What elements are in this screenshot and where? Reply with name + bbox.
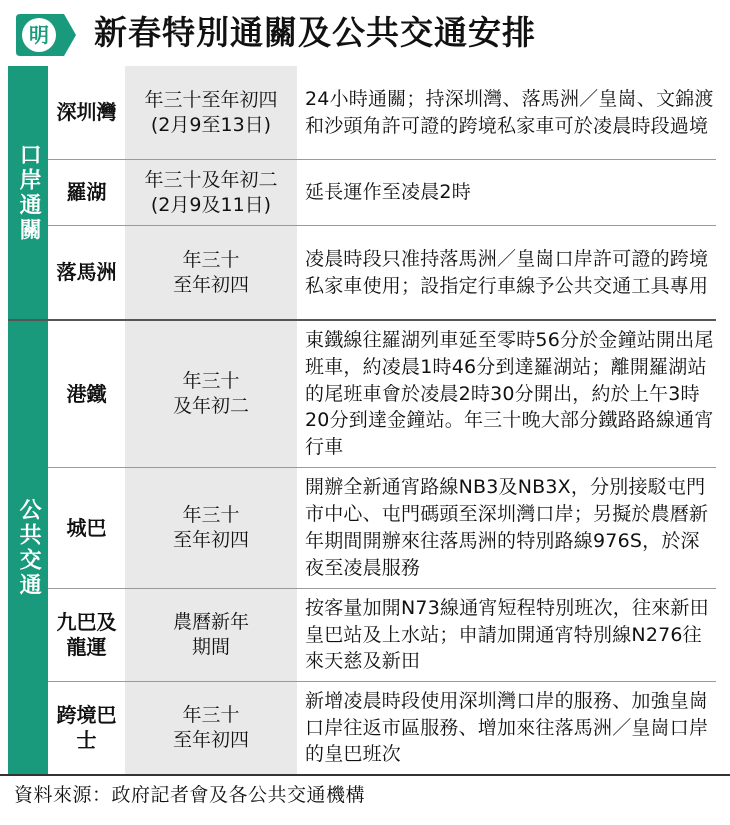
logo-text: 明	[29, 23, 49, 47]
source-note: 資料來源：政府記者會及各公共交通機構	[14, 784, 366, 806]
row-detail: 開辦全新通宵路線NB3及NB3X，分別接駁屯門市中心、屯門碼頭至深圳灣口岸；另擬於農曆新年期間開辦來往落馬洲的特別路線976S，於深夜至凌晨服務	[305, 476, 709, 579]
row-period: 年三十 至年初四	[125, 468, 297, 588]
arrangement-table	[8, 66, 716, 774]
row-name: 九巴及龍運	[56, 610, 117, 659]
row-period: 年三十 至年初四	[125, 226, 297, 319]
table-row	[48, 66, 716, 159]
row-name: 城巴	[66, 515, 107, 540]
row-name: 深圳灣	[56, 100, 117, 124]
row-name: 落馬洲	[56, 260, 117, 284]
section-label-public-transport: 公共交通	[8, 321, 48, 774]
table-row	[48, 226, 716, 319]
table-row	[48, 589, 716, 681]
table-row	[48, 682, 716, 774]
row-period: 年三十及年初二 (2月9及11日)	[125, 160, 297, 225]
row-name: 羅湖	[66, 180, 107, 204]
header	[0, 0, 730, 66]
row-name: 港鐵	[66, 381, 107, 406]
row-detail: 東鐵線往羅湖列車延至零時56分於金鐘站開出尾班車，約凌晨1時46分到達羅湖站；離開羅湖站的尾班車會於凌晨2時30分開出，約於上午3時20分到達金鐘站。年三十晚大部分鐵路路線通宵行車	[305, 329, 714, 459]
footer-divider	[0, 774, 730, 776]
row-period: 年三十 至年初四	[125, 682, 297, 774]
section-label-border-control: 口岸通關	[8, 66, 48, 319]
row-period: 年三十 及年初二	[125, 321, 297, 467]
row-detail: 凌晨時段只准持落馬洲／皇崗口岸許可證的跨境私家車使用；設指定行車線予公共交通工具專用	[305, 247, 709, 297]
ming-pao-logo-icon	[12, 10, 78, 60]
table-row	[48, 321, 716, 467]
row-period: 農曆新年 期間	[125, 589, 297, 681]
row-detail: 按客量加開N73線通宵短程特別班次，往來新田皇巴站及上水站；申請加開通宵特別線N276往來天慈及新田	[305, 596, 709, 673]
row-detail: 24小時通關；持深圳灣、落馬洲／皇崗、文錦渡和沙頭角許可證的跨境私家車可於凌晨時段過境	[305, 87, 714, 137]
row-detail: 新增凌晨時段使用深圳灣口岸的服務、加強皇崗口岸往返市區服務、增加來往落馬洲／皇崗口岸的皇巴班次	[305, 689, 709, 766]
table-row	[48, 160, 716, 225]
row-detail: 延長運作至凌晨2時	[305, 181, 471, 204]
row-period: 年三十至年初四 (2月9至13日)	[125, 66, 297, 159]
row-name: 跨境巴士	[56, 703, 117, 752]
table-row	[48, 468, 716, 588]
page-title: 新春特別通關及公共交通安排	[94, 13, 536, 52]
